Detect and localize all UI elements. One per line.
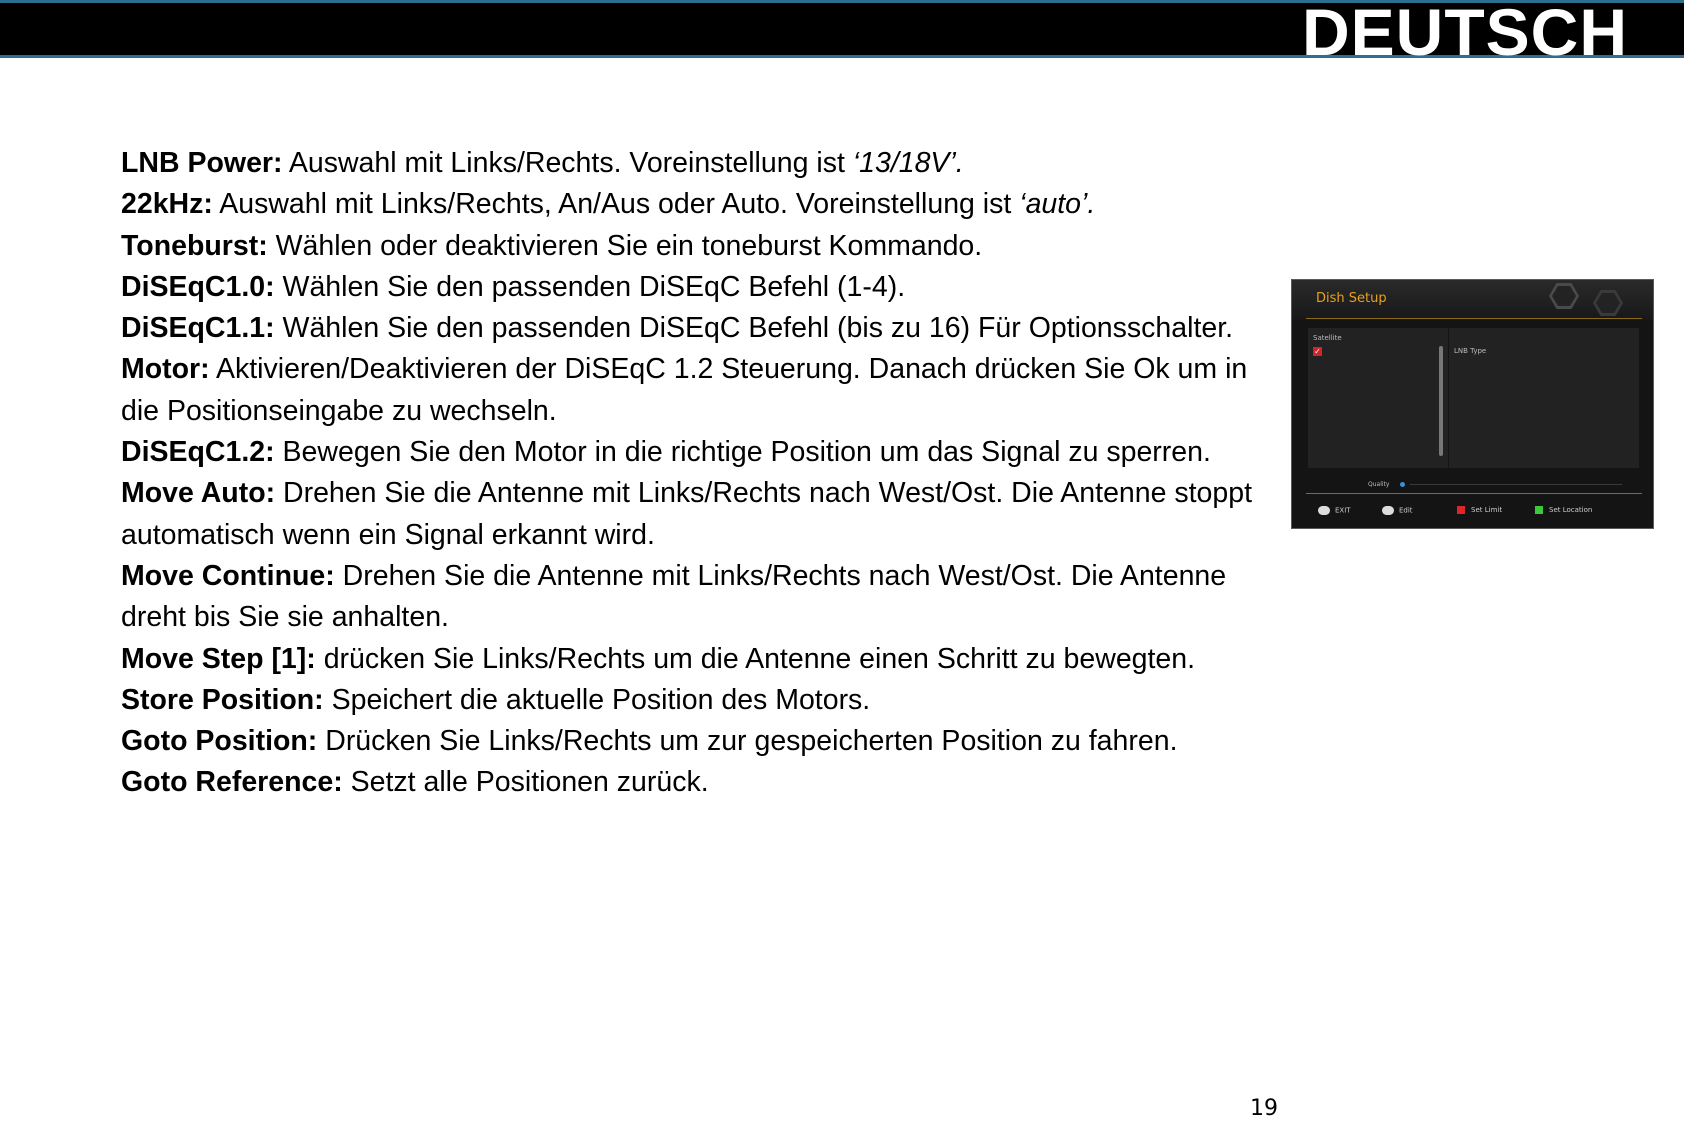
footer-label: Set Location <box>1549 506 1593 514</box>
checkbox-icon: ✓ <box>1314 347 1321 356</box>
item-text: Drücken Sie Links/Rechts um zur gespeicherten Position zu fahren. <box>317 725 1178 758</box>
item-text: Wählen Sie den passenden DiSEqC Befehl (bis zu 16) Für Optionsschalter. <box>274 312 1234 345</box>
satellite-panel <box>1308 328 1448 468</box>
red-key-icon <box>1457 506 1465 514</box>
item-text: Aktivieren/Deaktivieren der DiSEqC 1.2 Steuerung. Danach drücken Sie Ok um in die Positionseingabe zu wechseln. <box>121 353 1248 427</box>
item-22khz <box>121 184 1271 225</box>
item-text: Drehen Sie die Antenne mit Links/Rechts nach West/Ost. Die Antenne stoppt automatisch wenn ein Signal erkannt wird. <box>121 477 1253 551</box>
scrollbar <box>1439 346 1443 456</box>
item-lnb-power <box>121 143 1271 184</box>
screen-title: Dish Setup <box>1316 291 1387 306</box>
item-label: DiSEqC1.1: <box>121 312 275 345</box>
satellite-label: Satellite <box>1313 334 1342 342</box>
item-store-position <box>121 680 1271 721</box>
exit-key-icon <box>1318 506 1330 515</box>
item-label: Move Auto: <box>121 477 276 510</box>
item-label: 22kHz: <box>121 188 213 221</box>
footer-edit <box>1382 506 1413 515</box>
quality-label: Quality <box>1368 481 1390 488</box>
footer-label: Set Limit <box>1471 506 1503 514</box>
item-label: Goto Position: <box>121 725 318 758</box>
item-text: Wählen oder deaktivieren Sie ein toneburst Kommando. <box>267 229 983 262</box>
item-diseqc-1-1 <box>121 308 1271 349</box>
manual-text <box>121 143 1271 804</box>
item-text: Wählen Sie den passenden DiSEqC Befehl (1-4). <box>274 270 906 303</box>
quality-bar <box>1410 484 1622 485</box>
divider <box>1306 493 1642 494</box>
item-label: Motor: <box>121 353 210 386</box>
hexagon-icon <box>1593 290 1623 316</box>
item-move-step <box>121 639 1271 680</box>
item-motor <box>121 349 1271 432</box>
item-goto-reference <box>121 762 1271 803</box>
footer-exit <box>1318 506 1351 515</box>
page-number: 19 <box>1250 1096 1278 1121</box>
header-bar <box>0 0 1684 69</box>
item-move-continue <box>121 556 1271 639</box>
item-move-auto <box>121 473 1271 556</box>
item-goto-position <box>121 721 1271 762</box>
item-diseqc-1-0 <box>121 267 1271 308</box>
lnb-type-label: LNB Type <box>1454 347 1487 355</box>
screen-header <box>1292 280 1653 320</box>
green-key-icon <box>1535 506 1543 514</box>
lnb-panel <box>1449 328 1639 468</box>
footer-set-location <box>1535 506 1592 514</box>
item-toneburst <box>121 226 1271 267</box>
item-text: drücken Sie Links/Rechts um die Antenne einen Schritt zu bewegten. <box>315 642 1196 675</box>
item-label: Toneburst: <box>121 229 268 262</box>
item-label: Move Step [1]: <box>121 642 316 675</box>
item-diseqc-1-2 <box>121 432 1271 473</box>
quality-indicator-icon <box>1400 482 1405 487</box>
footer-label: EXIT <box>1335 506 1351 515</box>
item-default: ‘13/18V’. <box>852 147 964 179</box>
item-label: DiSEqC1.2: <box>121 436 275 469</box>
item-default: ‘auto’. <box>1019 188 1096 221</box>
item-label: Store Position: <box>121 683 324 716</box>
item-label: DiSEqC1.0: <box>121 270 275 303</box>
hexagon-icon <box>1549 283 1579 309</box>
item-text: Bewegen Sie den Motor in die richtige Position um das Signal zu sperren. <box>274 436 1211 469</box>
dish-setup-screenshot <box>1291 279 1654 529</box>
item-text: Setzt alle Positionen zurück. <box>342 766 709 799</box>
item-text: Drehen Sie die Antenne mit Links/Rechts nach West/Ost. Die Antenne dreht bis Sie sie anhalten. <box>121 559 1227 634</box>
language-title: DEUTSCH <box>1301 0 1628 69</box>
ok-key-icon <box>1382 506 1394 515</box>
item-label: Move Continue: <box>121 559 335 592</box>
footer-label: Edit <box>1399 506 1413 515</box>
divider <box>1306 318 1642 319</box>
item-label: Goto Reference: <box>121 766 343 799</box>
footer-set-limit <box>1457 506 1502 514</box>
item-text: Speichert die aktuelle Position des Motors. <box>323 683 871 716</box>
item-text: Auswahl mit Links/Rechts. Voreinstellung ist <box>282 147 853 179</box>
item-label: LNB Power: <box>121 147 283 179</box>
item-text: Auswahl mit Links/Rechts, An/Aus oder Auto. Voreinstellung ist <box>212 188 1020 221</box>
